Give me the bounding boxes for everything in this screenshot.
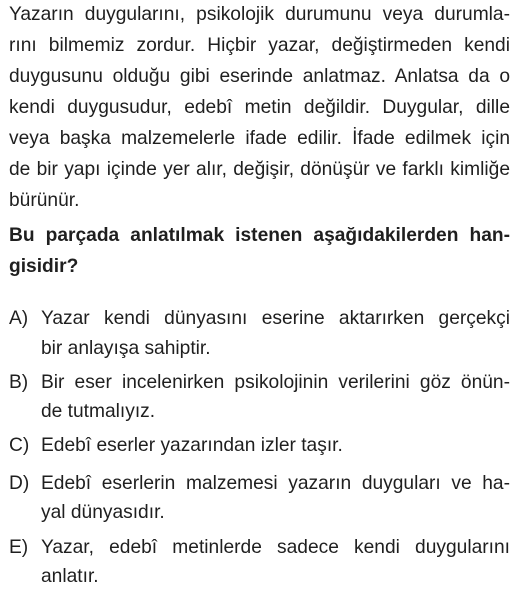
option-letter: D): [9, 473, 30, 494]
option-letter: B): [9, 372, 29, 393]
passage-line: kendi duygusudur, edebî metin değildir. Duygular, dille: [9, 97, 510, 118]
passage-line: veya başka malzemelerle ifade edilir. İfade edilmek için: [9, 128, 510, 149]
option-text-line: de tutmalıyız.: [41, 401, 156, 422]
option-text-line: yal dünyasıdır.: [41, 502, 165, 523]
passage-line: Yazarın duygularını, psikolojik durumunu veya durumla-: [9, 4, 510, 25]
option-letter: A): [9, 308, 29, 329]
question-line: gisidir?: [9, 256, 79, 277]
option-text-line: Bir eser incelenirken psikolojinin verilerini göz önün-: [41, 372, 510, 393]
option-letter: C): [9, 435, 30, 456]
question-line: Bu parçada anlatılmak istenen aşağıdakilerden han-: [9, 225, 510, 246]
option-letter: E): [9, 537, 29, 558]
passage-line: rını bilmemiz zordur. Hiçbir yazar, değiştirmeden kendi: [9, 35, 510, 56]
option-text-line: anlatır.: [41, 566, 99, 587]
passage-line: duygusunu olduğu gibi eserinde anlatmaz. Anlatsa da o: [9, 66, 510, 87]
option-text-line: Yazar kendi dünyasını eserine aktarırken gerçekçi: [41, 308, 510, 329]
passage-line: bürünür.: [9, 190, 80, 211]
option-text-line: Edebî eserlerin malzemesi yazarın duyguları ve ha-: [41, 473, 510, 494]
passage-line: de bir yapı içinde yer alır, değişir, dönüşür ve farklı kimliğe: [9, 159, 510, 180]
option-text-line: bir anlayışa sahiptir.: [41, 338, 211, 359]
option-text-line: Yazar, edebî metinlerde sadece kendi duygularını: [41, 537, 510, 558]
option-text-line: Edebî eserler yazarından izler taşır.: [41, 435, 343, 456]
